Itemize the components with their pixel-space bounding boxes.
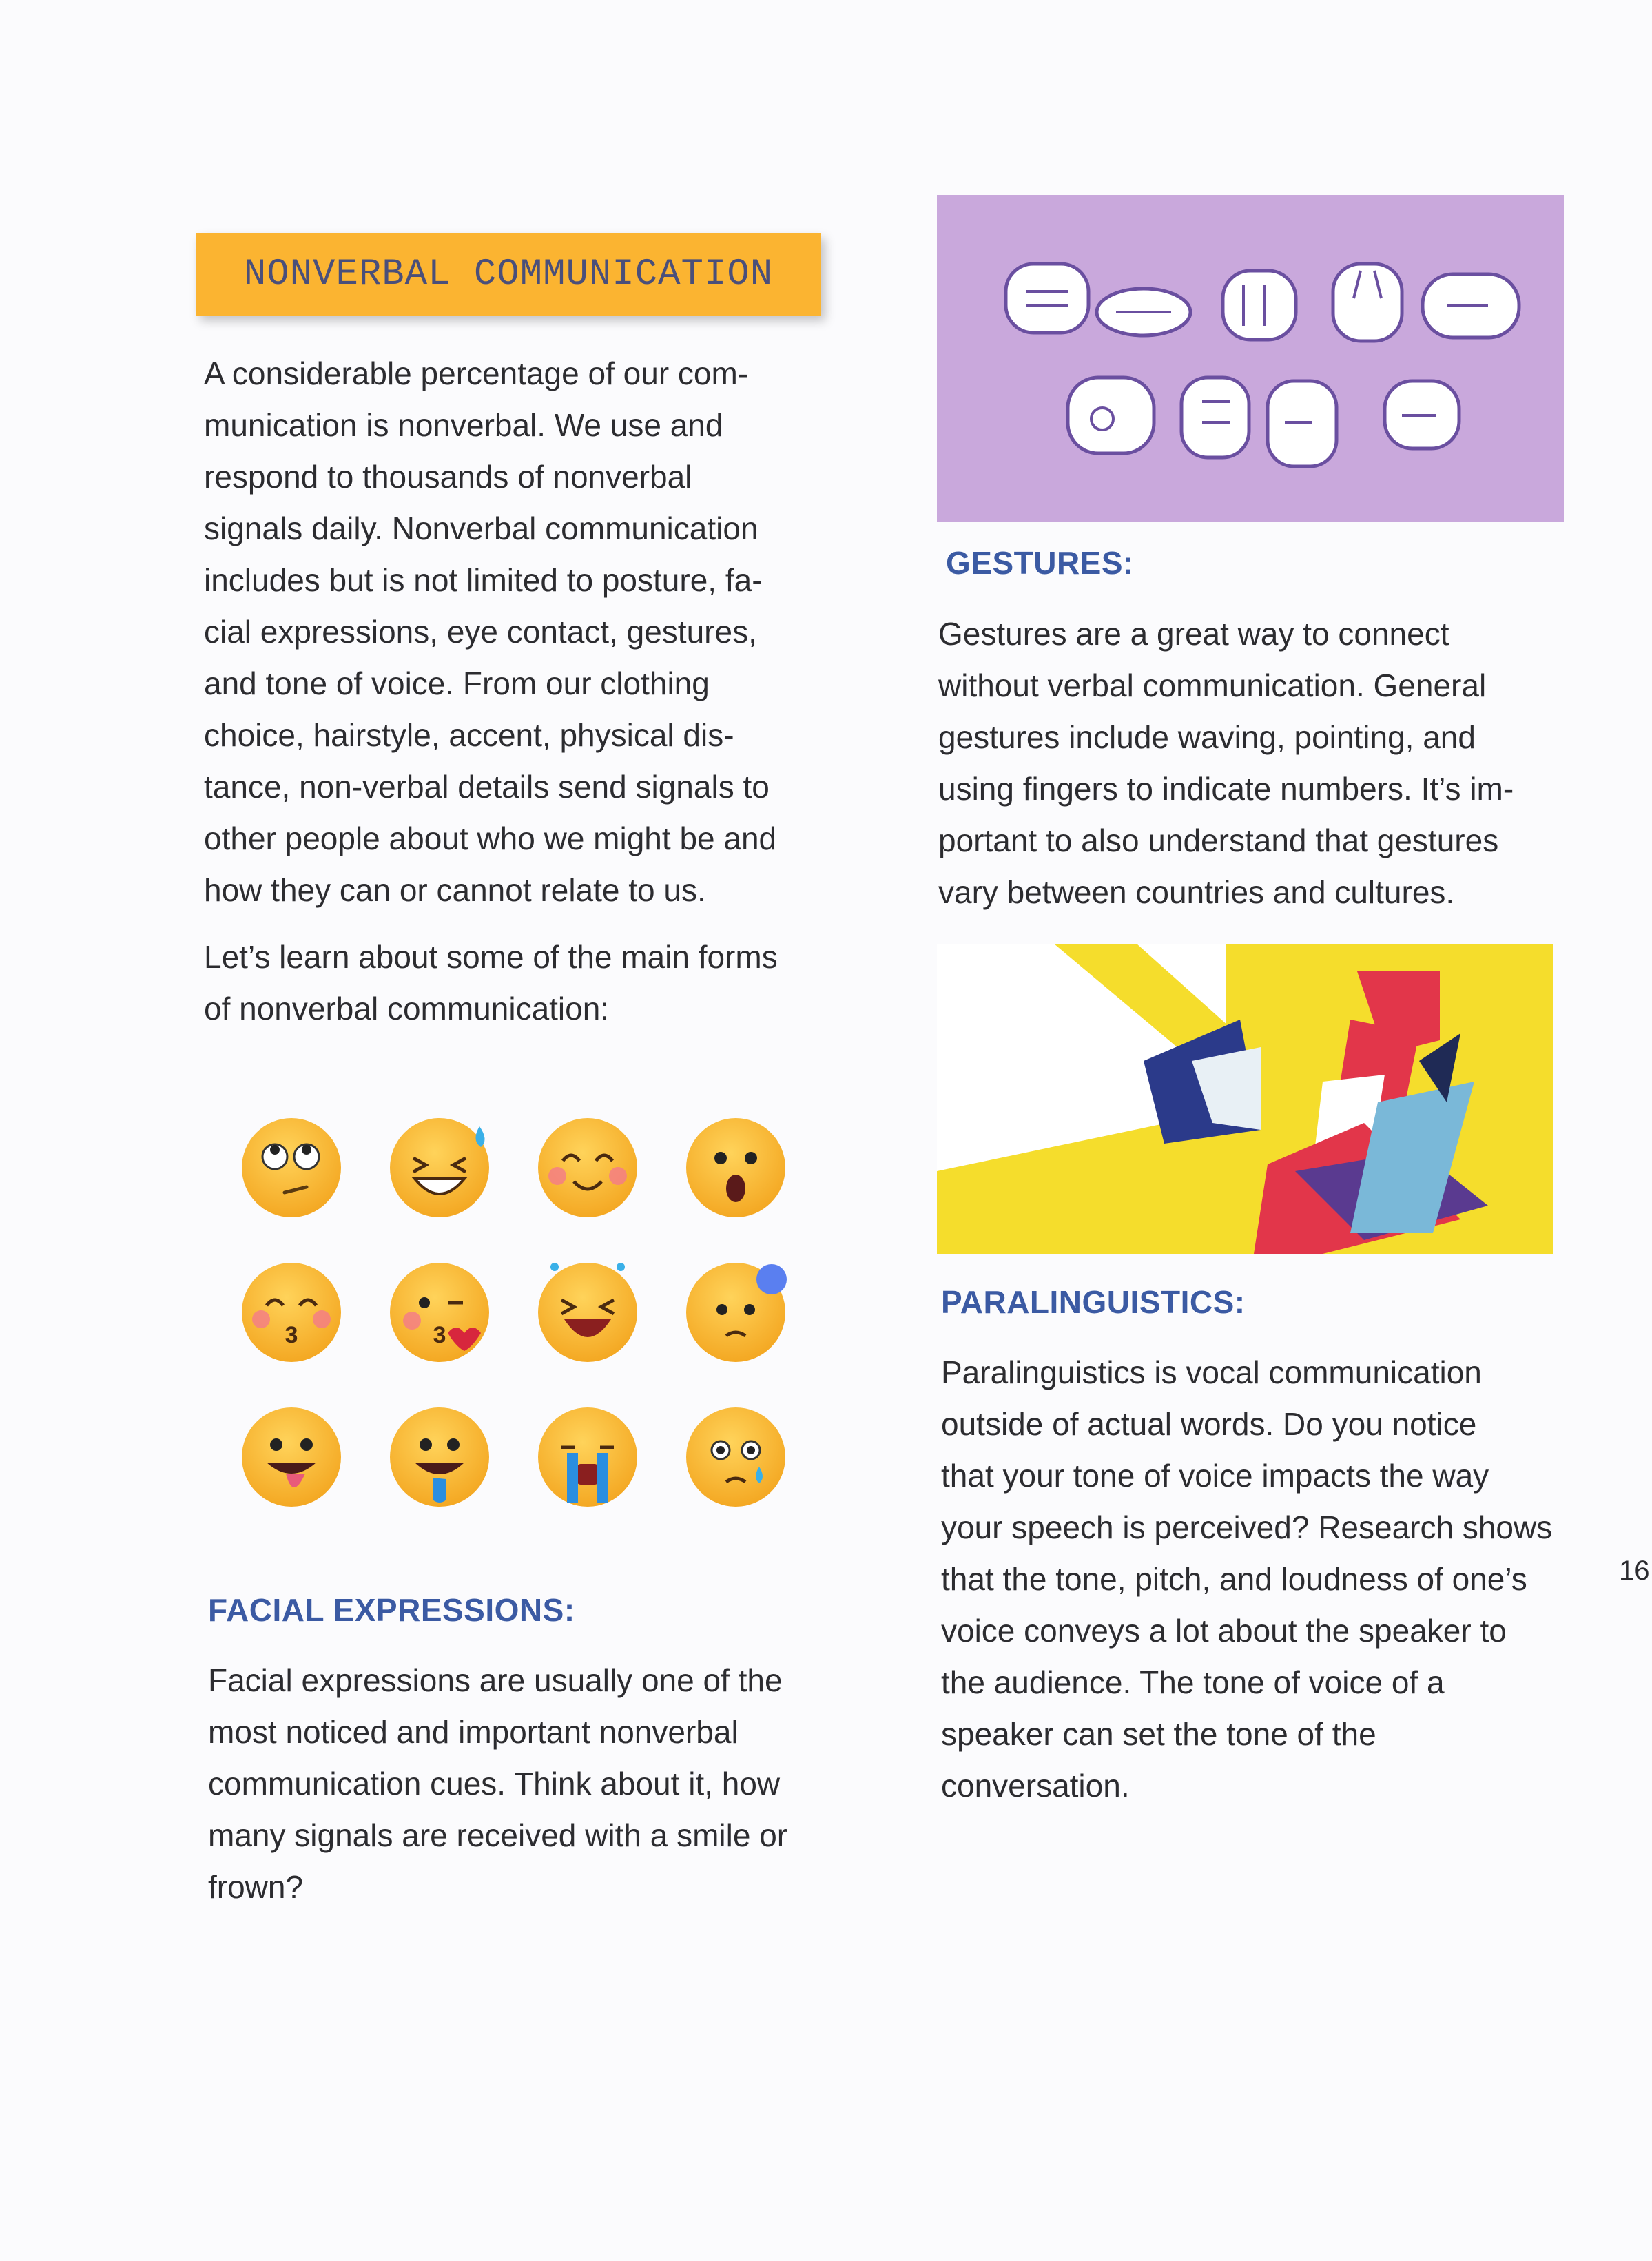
- facial-expressions-heading: FACIAL EXPRESSIONS:: [208, 1592, 575, 1628]
- ok-hand-icon: [1068, 378, 1154, 453]
- blush-smile-emoji: [538, 1118, 637, 1217]
- thumbs-down-icon: [1268, 381, 1336, 466]
- open-palm-icon: [1097, 289, 1190, 335]
- gestures-heading: GESTURES:: [946, 545, 1134, 581]
- intro-paragraph-2: Let’s learn about some of the main forms of nonverbal communication:: [204, 939, 778, 1026]
- victory-hand-icon: [1333, 264, 1402, 341]
- svg-text:3: 3: [433, 1322, 446, 1348]
- kiss-emoji: [242, 1263, 341, 1362]
- worried-emoji: [686, 1263, 787, 1362]
- tongue-out-emoji: [242, 1407, 341, 1507]
- thumbs-up-icon: [1181, 378, 1249, 457]
- sweat-smile-emoji: [390, 1118, 489, 1217]
- teary-emoji: [686, 1407, 785, 1507]
- pointing-hand-icon: [1423, 274, 1519, 338]
- pointing-fist-icon: [1385, 381, 1459, 448]
- section-title-banner: [196, 233, 821, 316]
- intro-paragraph-1: A considerable percentage of our com- munication is nonverbal. We use and respond to thousands of nonverbal signals daily. Nonverbal communication includes but is not limited to posture, fa- cial expressions, eye contact, gestures, and tone of voice. From our clothing choice, hairstyle, accent, physical dis- tance, non-verbal details send signals to other people about who we might be and how they can or cannot relate to us.: [204, 355, 777, 908]
- eye-roll-emoji: [242, 1118, 341, 1217]
- gestures-illustration: [937, 195, 1564, 522]
- facial-expressions-body: Facial expressions are usually one of the most noticed and important nonverbal communication cues. Think about it, how many signals are received with a smile or frown?: [208, 1662, 788, 1905]
- section-title: NONVERBAL COMMUNICATION: [243, 253, 774, 296]
- surprised-emoji: [686, 1118, 785, 1217]
- waving-hand-icon: [1006, 264, 1088, 333]
- page-number: 16: [1619, 1556, 1650, 1586]
- emoji-grid-illustration: [233, 1109, 805, 1516]
- svg-text:3: 3: [285, 1322, 298, 1348]
- paralinguistics-body: Paralinguistics is vocal communication outside of actual words. Do you notice that your tone of voice impacts the way your speech is perceived? Research shows that the tone, pitch, and loudness of one’s voice conveys a lot about the speaker to the audience. The tone of voice of a speaker can set the tone of the conversation.: [941, 1354, 1553, 1804]
- drooling-emoji: [390, 1407, 489, 1507]
- megaphone-illustration: [937, 944, 1553, 1254]
- crying-emoji: [538, 1407, 637, 1507]
- kiss-heart-emoji: [390, 1263, 489, 1362]
- fist-icon: [1223, 271, 1296, 340]
- paralinguistics-heading: PARALINGUISTICS:: [941, 1284, 1246, 1320]
- laughing-emoji: [538, 1263, 637, 1362]
- gestures-body: Gestures are a great way to connect without verbal communication. General gestures include waving, pointing, and using fingers to indicate numbers. It’s im- portant to also understand that gestures vary between countries and cultures.: [938, 616, 1514, 910]
